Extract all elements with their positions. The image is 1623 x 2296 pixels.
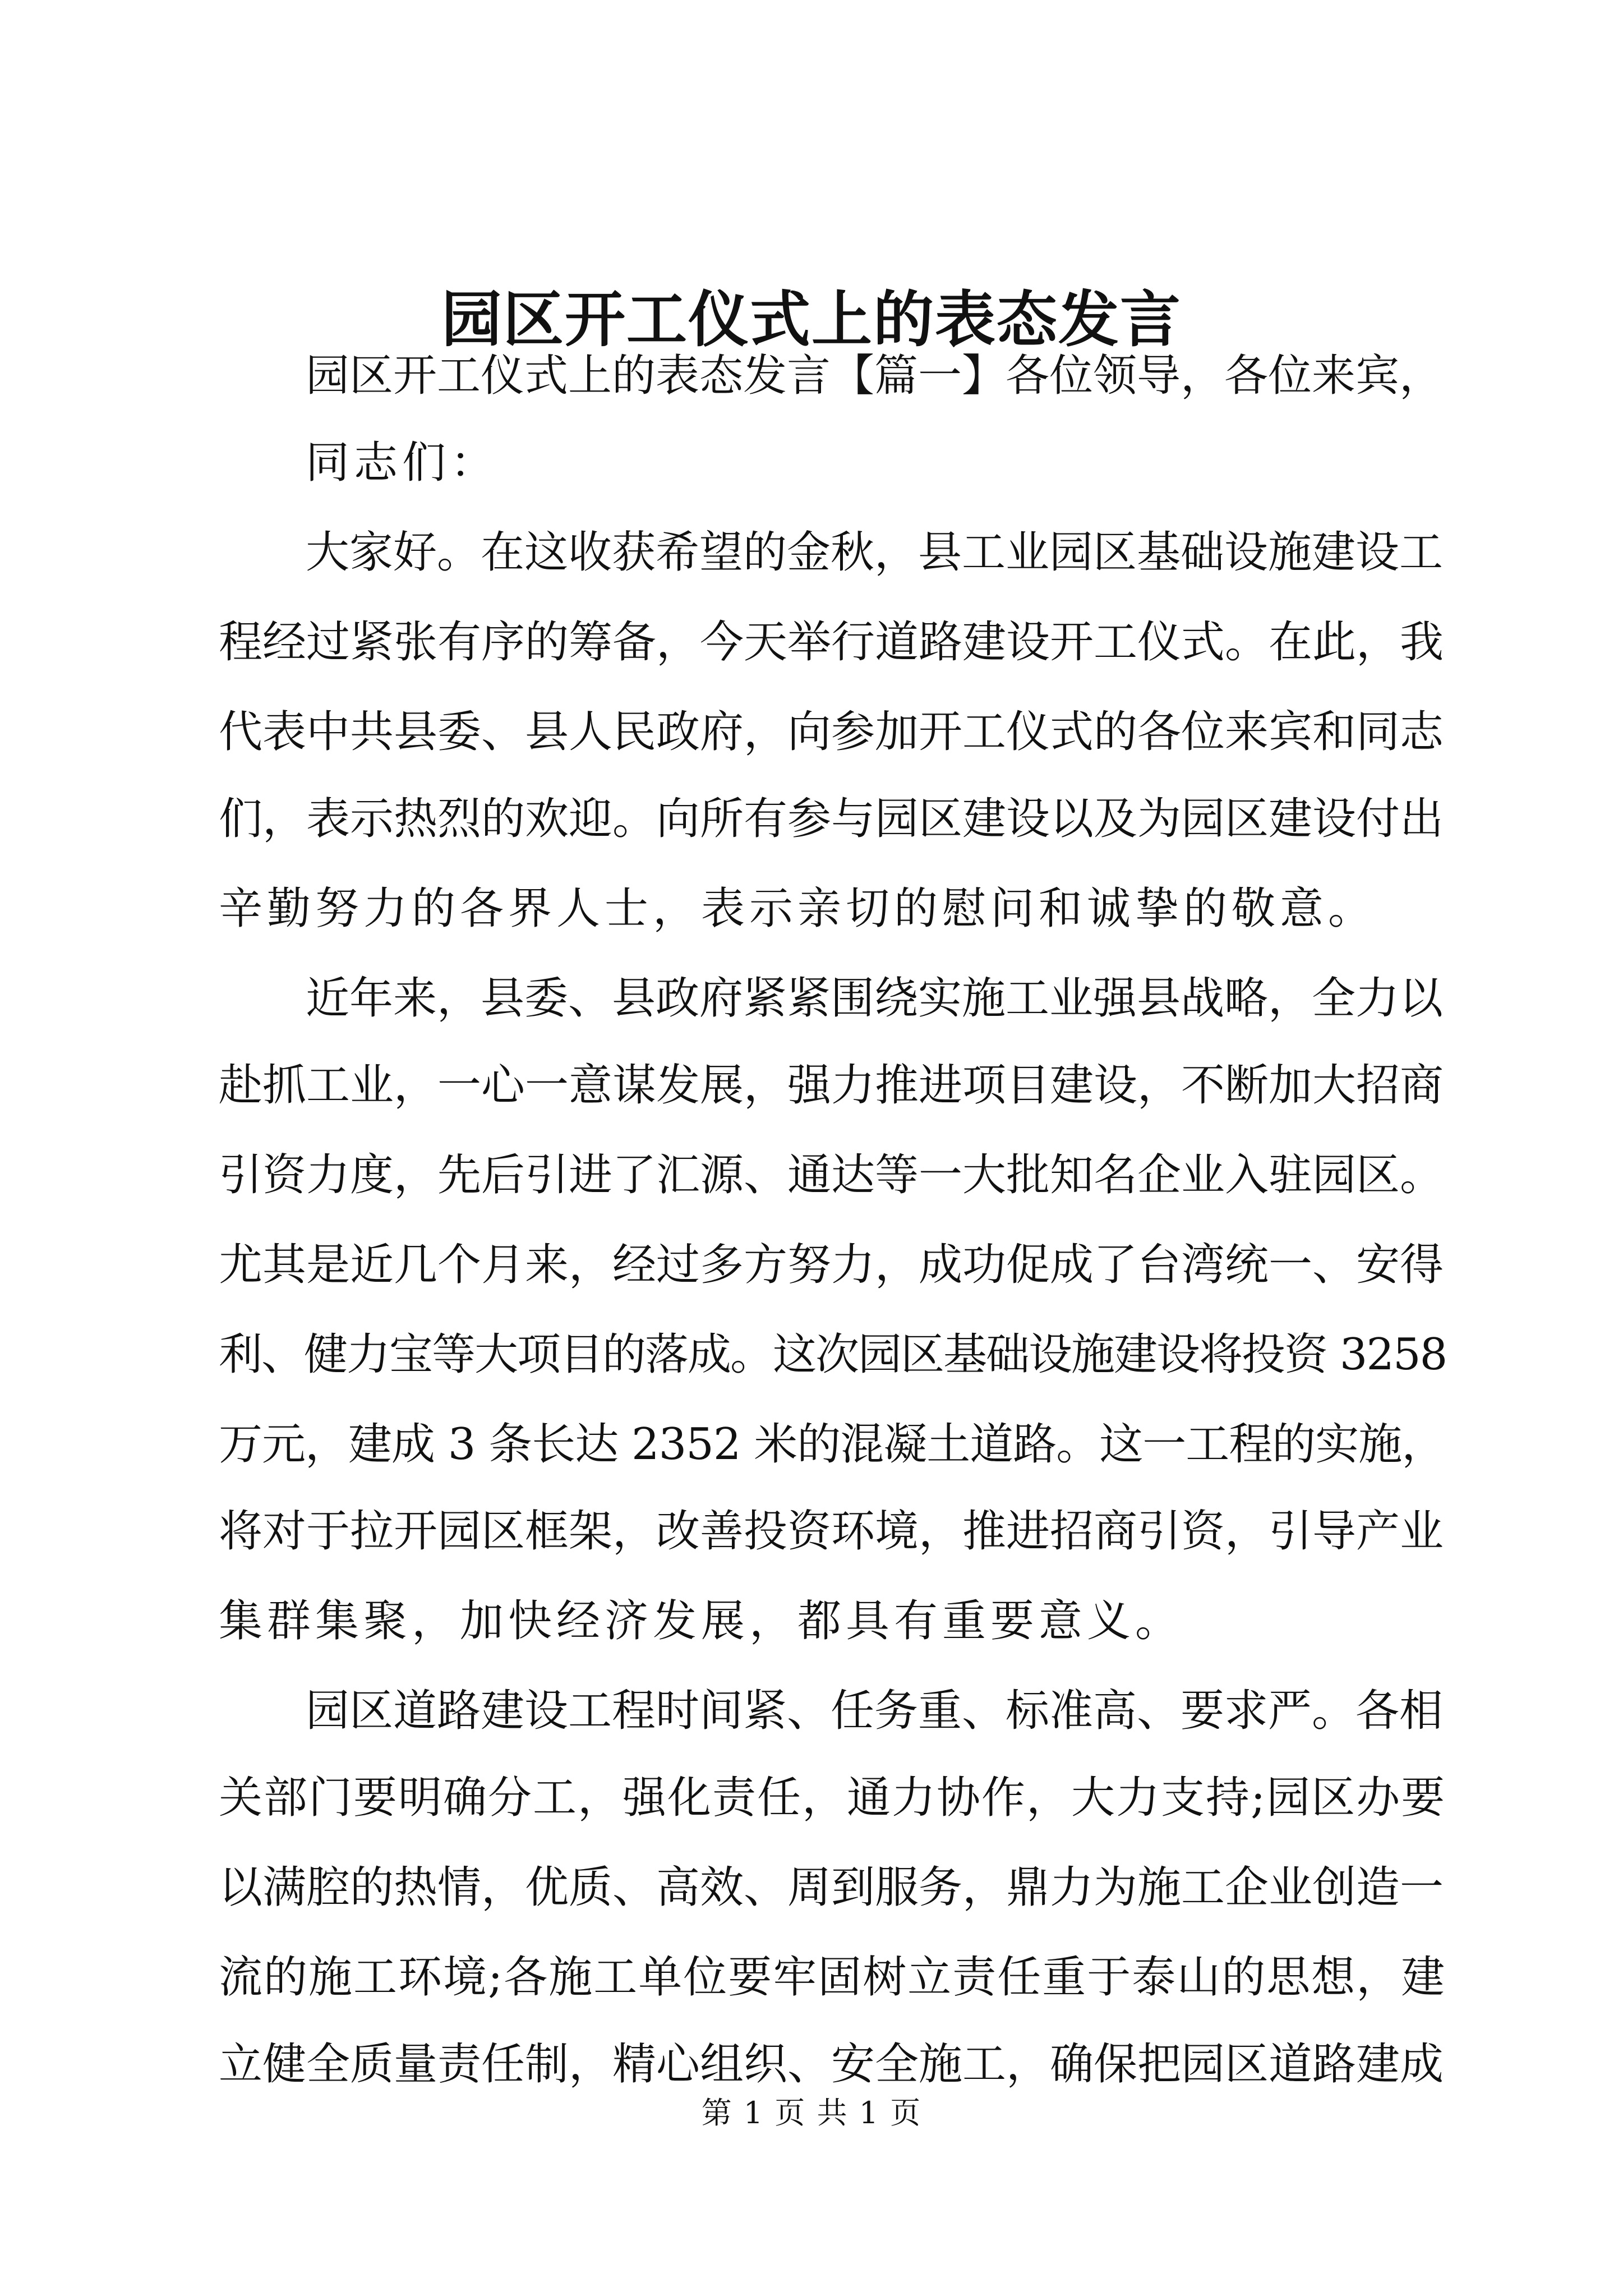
text-line: 以满腔的热情，优质、高效、周到服务，鼎力为施工企业创造一 <box>219 1862 1444 1913</box>
text-line: 利、健力宝等大项目的落成。这次园区基础设施建设将投资 3258 <box>219 1329 1447 1380</box>
text-line: 园区开工仪式上的表态发言【篇一】各位领导，各位来宾， <box>306 351 1444 401</box>
text-line: 辛勤努力的各界人士，表示亲切的慰问和诚挚的敬意。 <box>219 884 1377 934</box>
text-line: 流的施工环境;各施工单位要牢固树立责任重于泰山的思想，建 <box>219 1952 1446 2003</box>
text-line: 立健全质量责任制，精心组织、安全施工，确保把园区道路建成 <box>219 2039 1444 2090</box>
text-line: 引资力度，先后引进了汇源、通达等一大批知名企业入驻园区。 <box>219 1150 1444 1200</box>
page-footer: 第 1 页 共 1 页 <box>701 2095 922 2131</box>
text-line: 园区道路建设工程时间紧、任务重、标准高、要求严。各相 <box>306 1686 1444 1736</box>
text-line: 集群集聚，加快经济发展，都具有重要意义。 <box>219 1596 1184 1646</box>
text-line: 万元，建成 3 条长达 2352 米的混凝土道路。这一工程的实施， <box>219 1419 1445 1470</box>
text-line: 赴抓工业，一心一意谋发展，强力推进项目建设，不断加大招商 <box>219 1060 1444 1111</box>
text-line: 关部门要明确分工，强化责任，通力协作，大力支持;园区办要 <box>219 1773 1446 1823</box>
text-line: 将对于拉开园区框架，改善投资环境，推进招商引资，引导产业 <box>219 1506 1444 1557</box>
text-line: 们，表示热烈的欢迎。向所有参与园区建设以及为园区建设付出 <box>219 794 1444 844</box>
text-line: 代表中共县委、县人民政府，向参加开工仪式的各位来宾和同志 <box>219 707 1444 757</box>
text-line: 程经过紧张有序的筹备，今天举行道路建设开工仪式。在此，我 <box>219 617 1444 668</box>
document-title: 园区开工仪式上的表态发言 <box>441 284 1182 355</box>
text-line: 大家好。在这收获希望的金秋，县工业园区基础设施建设工 <box>306 527 1444 578</box>
text-line: 尤其是近几个月来，经过多方努力，成功促成了台湾统一、安得 <box>219 1240 1444 1290</box>
text-line: 同志们： <box>306 438 499 488</box>
text-line: 近年来，县委、县政府紧紧围绕实施工业强县战略，全力以 <box>306 973 1444 1024</box>
